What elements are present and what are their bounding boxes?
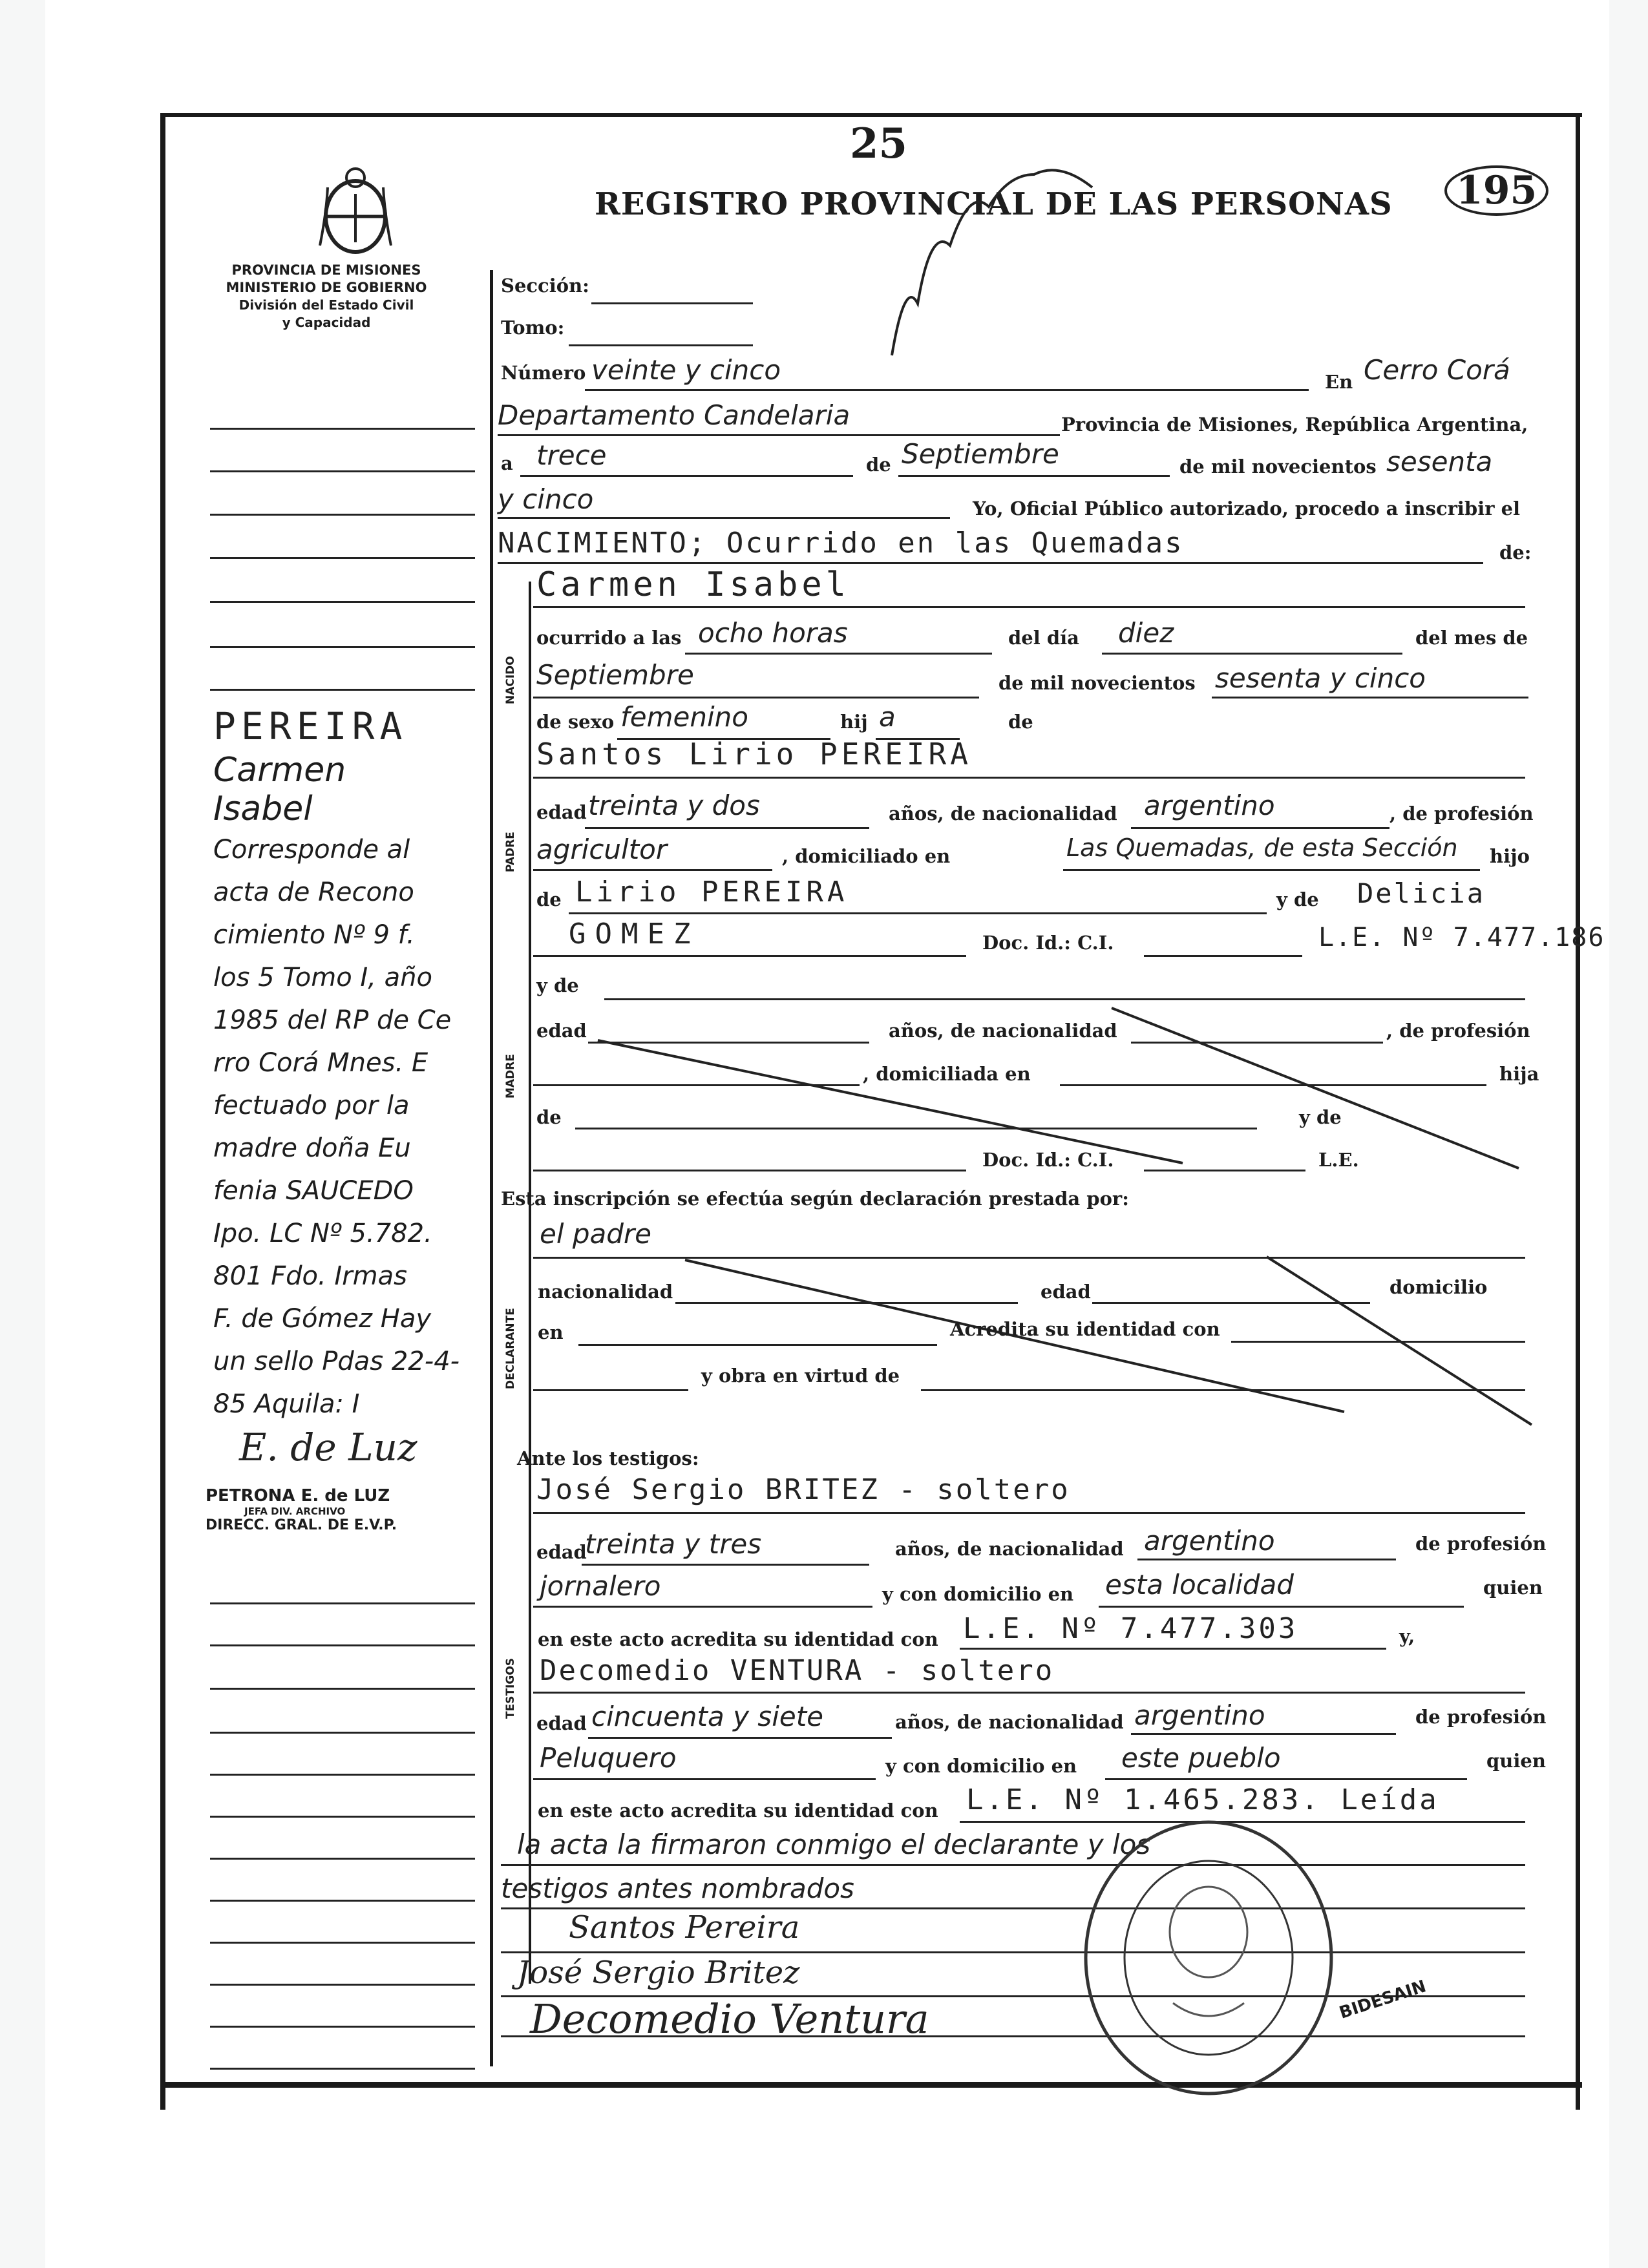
mes-value: Septiembre [902,438,1059,470]
madre-edad-label: edad [536,1020,587,1042]
division-line: División del Estado Civil [238,297,414,313]
del-mes-label: del mes de [1415,627,1528,649]
testigo2-nac-value: argentino [1134,1699,1265,1731]
hij-label: hij [840,711,868,733]
margin-name-1: Carmen [213,751,346,790]
acto-value: NACIMIENTO; Ocurrido en las Quemadas [498,527,1184,560]
testigo1-nac-line [1137,1559,1396,1560]
sexo-value: femenino [620,701,748,733]
nacido-mil-text: de mil novecientos [998,672,1196,694]
testigo2-prof-label: de profesión [1415,1706,1547,1728]
margin-name-2: Isabel [213,790,313,828]
madre-doc-label: Doc. Id.: C.I. [982,1149,1114,1171]
testigo1-nac-value: argentino [1144,1525,1275,1557]
margin-line: rro Corá Mnes. E [213,1048,428,1078]
anio-value-cont: y cinco [498,483,594,515]
margin-line: fenia SAUCEDO [213,1176,414,1206]
a-label: a [501,452,513,474]
testigos-side-label: TESTIGOS [504,1657,517,1719]
testigos-intro: Ante los testigos: [517,1447,699,1469]
margin-surname: PEREIRA [213,704,408,748]
signature-testigo-2: Decomedio Ventura [530,1995,929,2042]
padre-nac-label: años, de nacionalidad [889,803,1117,824]
testigo1-quien-label: quien [1483,1577,1543,1599]
margin-line: 1985 del RP de Ce [213,1005,452,1035]
declarante-obra-line [921,1389,1525,1391]
margin-line: acta de Recono [213,877,414,907]
testigo1-edad-line [582,1564,869,1566]
testigo1-dom-line [1099,1606,1464,1608]
padre-dom-label: , domiciliado en [782,845,951,867]
padre-y-de-label: y de [1276,888,1319,910]
madre-y-de2-label: y de [1299,1106,1342,1128]
en-label: En [1325,371,1353,393]
de-label: de [866,454,891,476]
signature-rule [501,1951,1525,1953]
mil-text: de mil novecientos [1179,456,1377,478]
nacido-de-label: de [1008,711,1033,733]
numero-label: Número [501,362,586,384]
testigo1-prof-line [533,1606,872,1608]
testigo2-nac-label: años, de nacionalidad [895,1711,1124,1733]
sexo-label: de sexo [536,711,615,733]
margin-line: Ipo. LC Nº 5.782. [213,1219,432,1248]
official-seal-icon [1076,1816,1341,2100]
padre-edad-label: edad [536,801,587,823]
margin-signature: E. de Luz [239,1425,417,1469]
testigo1-doc-value: L.E. Nº 7.477.303 [963,1612,1298,1645]
margin-line: 85 Aquila: I [213,1389,360,1419]
closing-line-1-rule [501,1864,1525,1866]
departamento-value: Departamento Candelaria [498,399,850,431]
padre-prof-label: , de profesión [1389,803,1534,824]
madre-dom-label: , domiciliada en [863,1063,1031,1085]
stamp-line: JEFA DIV. ARCHIVO [244,1506,346,1517]
del-dia-label: del día [1008,627,1079,649]
stamp-text: BIDESAIN [1336,1977,1429,2023]
testigo2-edad-line [588,1737,892,1739]
testigo2-dom-label: y con domicilio en [885,1755,1077,1777]
document-title: REGISTRO PROVINCIAL DE LAS PERSONAS [595,186,1393,222]
testigo2-nac-line [1131,1733,1396,1735]
stamp-line: DIRECC. GRAL. DE E.V.P. [206,1517,397,1533]
padre-le-value: L.E. Nº 7.477.186 [1318,923,1605,952]
padre-hijo-label: hijo [1490,845,1530,867]
declarante-obra-pre-line [533,1389,688,1391]
testigo2-doc-value: L.E. Nº 1.465.283. Leída [966,1783,1439,1816]
closing-line-1: la acta la firmaron conmigo el declarante y los [517,1829,1151,1860]
padre-madre-de: Delicia [1357,877,1486,909]
padre-side-label: PADRE [504,832,517,872]
declarante-intro: Esta inscripción se efectúa según declaración prestada por: [501,1188,1129,1210]
province-line: PROVINCIA DE MISIONES [231,262,421,278]
padre-de-label: de [536,888,562,910]
testigo1-acredita-label: en este acto acredita su identidad con [538,1628,938,1650]
declarante-nac-line [675,1302,1018,1304]
provincia-text: Provincia de Misiones, República Argentina, [1061,414,1528,436]
margin-line: Corresponde al [213,835,410,865]
testigo2-nombre-line [533,1692,1525,1694]
declarante-side-label: DECLARANTE [504,1308,517,1389]
nacido-side-label: NACIDO [504,656,517,704]
margin-line: un sello Pdas 22-4- [213,1347,460,1376]
declarante-acredita-label: Acredita su identidad con [950,1318,1220,1340]
nacido-mes-value: Septiembre [536,659,694,691]
testigo1-dom-label: y con domicilio en [882,1583,1074,1605]
testigo1-nac-label: años, de nacionalidad [895,1538,1124,1560]
padre-dom-value: Las Quemadas, de esta Sección [1066,834,1458,862]
testigo2-edad-label: edad [536,1712,587,1734]
margin-line: F. de Gómez Hay [213,1304,432,1334]
declarante-acredita-line [1231,1341,1525,1343]
capacity-line: y Capacidad [282,315,371,330]
padre-doc-label: Doc. Id.: C.I. [982,932,1114,954]
signature-declarante: Santos Pereira [569,1909,800,1946]
testigo1-prof-label: de profesión [1415,1533,1547,1555]
testigo2-quien-label: quien [1486,1750,1546,1772]
testigo2-nombre: Decomedio VENTURA - soltero [540,1654,1055,1687]
testigo2-dom-value: este pueblo [1121,1742,1281,1774]
testigo1-tail: y, [1399,1625,1415,1647]
en-value: Cerro Corá [1364,354,1510,386]
declarante-value: el padre [540,1218,652,1250]
declarante-edad-label: edad [1041,1281,1091,1303]
padre-padre-de: Lirio PEREIRA [575,876,849,908]
testigo1-doc-line [960,1648,1386,1650]
padre-nac-value: argentino [1144,790,1275,821]
margin-line: los 5 Tomo I, año [213,963,432,992]
testigo2-prof-value: Peluquero [540,1742,677,1774]
padre-edad-value: treinta y dos [588,790,760,821]
testigo2-edad-value: cincuenta y siete [591,1701,824,1732]
stamp-line: PETRONA E. de LUZ [206,1486,390,1506]
testigo1-nombre: José Sergio BRITEZ - soltero [536,1473,1070,1506]
nacido-nombre: Carmen Isabel [536,565,850,604]
ministry-line: MINISTERIO DE GOBIERNO [226,280,427,295]
nacido-anio-value: sesenta y cinco [1215,662,1426,694]
de-colon-label: de: [1499,541,1532,563]
closing-line-2: testigos antes nombrados [501,1873,854,1904]
madre-le-label: L.E. [1318,1149,1359,1171]
testigo1-prof-value: jornalero [540,1570,661,1602]
madre-hija-label: hija [1499,1063,1539,1085]
declarante-dom-label: domicilio [1389,1276,1488,1298]
numero-value: veinte y cinco [591,354,781,386]
signature-testigo-1: José Sergio Britez [517,1955,800,1991]
declarante-line [533,1257,1525,1259]
tomo-label: Tomo: [501,317,565,339]
testigo1-nombre-line [533,1512,1525,1514]
testigo2-dom-line [1105,1778,1467,1780]
padre-madre-de-cont: GOMEZ [569,918,700,950]
oficial-text: Yo, Oficial Público autorizado, procedo a inscribir el [973,498,1521,520]
testigo2-prof-line [533,1778,876,1780]
testigo1-edad-value: treinta y tres [585,1528,762,1560]
madre-prof-label: , de profesión [1386,1020,1530,1042]
declarante-edad-line [1092,1302,1370,1304]
declarante-en-label: en [538,1321,564,1343]
margin-line: cimiento Nº 9 f. [213,920,415,950]
nacido-dia-value: diez [1118,617,1174,649]
madre-de-label: de [536,1106,562,1128]
hora-value: ocho horas [698,617,848,649]
title-scribble [879,149,1125,368]
testigo2-acredita-label: en este acto acredita su identidad con [538,1800,938,1822]
margin-line: 801 Fdo. Irmas [213,1261,407,1291]
margin-line: fectuado por la [213,1091,410,1120]
declarante-nac-label: nacionalidad [538,1281,673,1303]
folio-number: 195 [1444,165,1548,216]
padre-nombre: Santos Lirio PEREIRA [536,737,972,772]
madre-y-de-label: y de [536,974,579,996]
madre-side-label: MADRE [504,1054,517,1098]
dia-value: trece [536,439,607,471]
testigo1-dom-value: esta localidad [1105,1569,1294,1601]
hij-value: a [879,701,896,733]
testigo1-edad-label: edad [536,1541,587,1563]
madre-nac-label: años, de nacionalidad [889,1020,1117,1042]
ocurrido-label: ocurrido a las [536,627,682,649]
anio-value: sesenta [1386,446,1493,478]
margin-line: madre doña Eu [213,1133,411,1163]
declarante-en-line [578,1344,937,1346]
page-number: 25 [850,120,908,168]
seccion-label: Sección: [501,275,589,297]
padre-prof-value: agricultor [536,834,668,865]
declarante-obra-label: y obra en virtud de [701,1365,900,1387]
